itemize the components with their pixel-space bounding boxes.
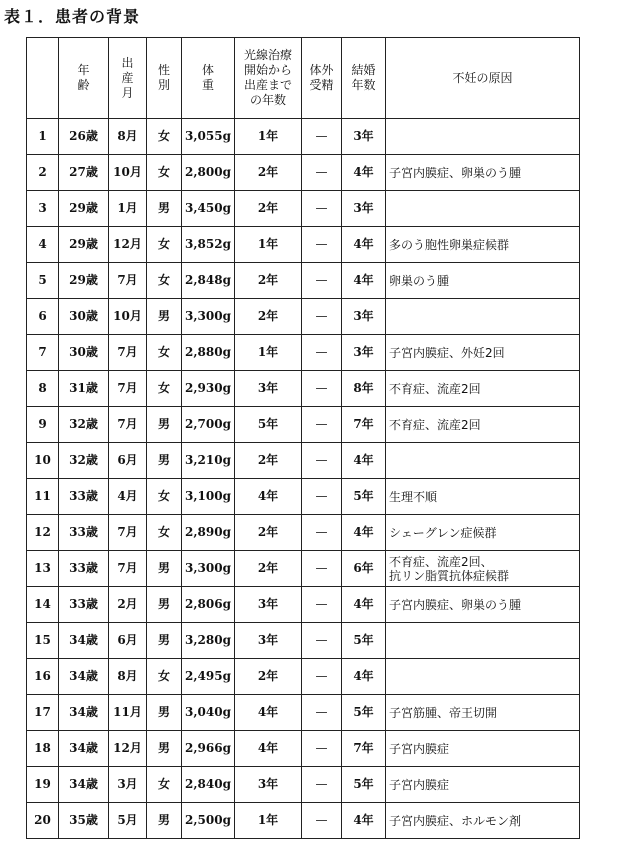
- header-years-to-birth: 光線治療 開始から 出産まで の年数: [235, 38, 302, 119]
- cell-sex: 女: [147, 371, 182, 407]
- cell-birth-month: 8月: [109, 119, 147, 155]
- table-row: [27, 119, 580, 155]
- cell-weight: 2,800g: [182, 155, 235, 191]
- cell-age: 34歳: [59, 731, 109, 767]
- cause-line: 抗リン脂質抗体症候群: [389, 568, 510, 583]
- cell-sex: 男: [147, 587, 182, 623]
- cell-marriage-years: 4年: [342, 227, 386, 263]
- cell-age: 29歳: [59, 227, 109, 263]
- table-row: [27, 731, 580, 767]
- table-row: [27, 515, 580, 551]
- cell-sex: 女: [147, 227, 182, 263]
- cell-cause: [386, 551, 580, 587]
- cell-marriage-years: 4年: [342, 659, 386, 695]
- cell-ivf: —: [302, 443, 342, 479]
- cell-cause: [386, 659, 580, 695]
- header-cause: 不妊の原因: [386, 38, 580, 119]
- cell-cause: [386, 155, 580, 191]
- cell-years-to-birth: 2年: [235, 155, 302, 191]
- cell-no: 17: [27, 695, 59, 731]
- cell-years-to-birth: 2年: [235, 443, 302, 479]
- cause-line: 子宮内膜症: [389, 741, 450, 756]
- cell-years-to-birth: 2年: [235, 659, 302, 695]
- cell-no: 20: [27, 803, 59, 839]
- cell-no: 4: [27, 227, 59, 263]
- cell-years-to-birth: 4年: [235, 695, 302, 731]
- cause-line: 生理不順: [389, 489, 438, 504]
- cell-sex: 女: [147, 335, 182, 371]
- cell-ivf: —: [302, 335, 342, 371]
- header-sex: 性 別: [147, 38, 182, 119]
- cell-years-to-birth: 2年: [235, 299, 302, 335]
- table-row: [27, 155, 580, 191]
- cell-age: 33歳: [59, 587, 109, 623]
- cell-no: 1: [27, 119, 59, 155]
- cause-line: 卵巣のう腫: [389, 273, 450, 288]
- cell-birth-month: 7月: [109, 371, 147, 407]
- cell-no: 8: [27, 371, 59, 407]
- cell-weight: 3,100g: [182, 479, 235, 515]
- cell-ivf: —: [302, 119, 342, 155]
- cell-no: 15: [27, 623, 59, 659]
- cause-line: 子宮内膜症、卵巣のう腫: [389, 165, 522, 180]
- cell-sex: 男: [147, 551, 182, 587]
- cell-sex: 女: [147, 659, 182, 695]
- cell-weight: 2,806g: [182, 587, 235, 623]
- cell-years-to-birth: 3年: [235, 371, 302, 407]
- header-no: [27, 38, 59, 119]
- cell-birth-month: 6月: [109, 443, 147, 479]
- cell-sex: 女: [147, 263, 182, 299]
- cause-line: 不育症、流産2回、: [389, 554, 493, 569]
- cell-cause: [386, 119, 580, 155]
- cell-no: 14: [27, 587, 59, 623]
- cause-line: 不育症、流産2回: [389, 381, 481, 396]
- cell-weight: 2,700g: [182, 407, 235, 443]
- cell-weight: 2,500g: [182, 803, 235, 839]
- cell-weight: 3,055g: [182, 119, 235, 155]
- cell-weight: 3,300g: [182, 551, 235, 587]
- cell-age: 29歳: [59, 263, 109, 299]
- table-row: [27, 299, 580, 335]
- cell-ivf: —: [302, 263, 342, 299]
- cell-ivf: —: [302, 371, 342, 407]
- cell-age: 27歳: [59, 155, 109, 191]
- table-row: [27, 551, 580, 587]
- cell-birth-month: 5月: [109, 803, 147, 839]
- cell-marriage-years: 7年: [342, 731, 386, 767]
- cell-birth-month: 2月: [109, 587, 147, 623]
- cell-weight: 2,966g: [182, 731, 235, 767]
- cell-cause: [386, 515, 580, 551]
- cell-age: 30歳: [59, 299, 109, 335]
- cell-marriage-years: 3年: [342, 299, 386, 335]
- cell-marriage-years: 3年: [342, 335, 386, 371]
- table-row: [27, 623, 580, 659]
- cell-cause: [386, 623, 580, 659]
- cell-ivf: —: [302, 767, 342, 803]
- cause-line: 不育症、流産2回: [389, 417, 481, 432]
- cell-years-to-birth: 2年: [235, 263, 302, 299]
- cell-weight: 3,852g: [182, 227, 235, 263]
- cell-birth-month: 12月: [109, 227, 147, 263]
- cell-years-to-birth: 5年: [235, 407, 302, 443]
- cell-birth-month: 1月: [109, 191, 147, 227]
- cell-age: 34歳: [59, 767, 109, 803]
- table-row: [27, 407, 580, 443]
- header-marriage-years: 結婚 年数: [342, 38, 386, 119]
- cell-birth-month: 12月: [109, 731, 147, 767]
- cell-marriage-years: 3年: [342, 191, 386, 227]
- cell-sex: 男: [147, 443, 182, 479]
- cell-sex: 女: [147, 119, 182, 155]
- cell-age: 32歳: [59, 407, 109, 443]
- table-row: [27, 479, 580, 515]
- cell-years-to-birth: 3年: [235, 587, 302, 623]
- cell-weight: 2,848g: [182, 263, 235, 299]
- patient-background-table: [26, 37, 580, 839]
- cell-marriage-years: 4年: [342, 803, 386, 839]
- cell-years-to-birth: 4年: [235, 731, 302, 767]
- cell-birth-month: 10月: [109, 155, 147, 191]
- cell-birth-month: 7月: [109, 515, 147, 551]
- cause-line: 子宮内膜症、外妊2回: [389, 345, 505, 360]
- cell-age: 34歳: [59, 623, 109, 659]
- cell-cause: [386, 191, 580, 227]
- cause-line: 子宮筋腫、帝王切開: [389, 705, 498, 720]
- cell-sex: 男: [147, 299, 182, 335]
- cell-sex: 女: [147, 155, 182, 191]
- cell-years-to-birth: 3年: [235, 767, 302, 803]
- table-row: [27, 695, 580, 731]
- cell-years-to-birth: 2年: [235, 191, 302, 227]
- cell-no: 18: [27, 731, 59, 767]
- cell-marriage-years: 5年: [342, 479, 386, 515]
- table-row: [27, 227, 580, 263]
- table-row: [27, 587, 580, 623]
- cell-age: 30歳: [59, 335, 109, 371]
- cell-marriage-years: 4年: [342, 587, 386, 623]
- cell-ivf: —: [302, 803, 342, 839]
- cell-ivf: —: [302, 587, 342, 623]
- cell-ivf: —: [302, 299, 342, 335]
- cell-no: 5: [27, 263, 59, 299]
- table-title: 表１．患者の背景: [4, 7, 141, 26]
- cell-age: 34歳: [59, 659, 109, 695]
- cell-ivf: —: [302, 731, 342, 767]
- cell-no: 3: [27, 191, 59, 227]
- cell-birth-month: 7月: [109, 551, 147, 587]
- cell-birth-month: 8月: [109, 659, 147, 695]
- header-weight: 体 重: [182, 38, 235, 119]
- cell-cause: [386, 443, 580, 479]
- table-row: [27, 659, 580, 695]
- cell-no: 12: [27, 515, 59, 551]
- cell-no: 7: [27, 335, 59, 371]
- cell-weight: 2,840g: [182, 767, 235, 803]
- cell-cause: [386, 227, 580, 263]
- cell-years-to-birth: 1年: [235, 803, 302, 839]
- cell-years-to-birth: 1年: [235, 119, 302, 155]
- cell-age: 29歳: [59, 191, 109, 227]
- cell-weight: 2,930g: [182, 371, 235, 407]
- cell-cause: [386, 767, 580, 803]
- table-row: [27, 767, 580, 803]
- cell-weight: 2,890g: [182, 515, 235, 551]
- cell-age: 35歳: [59, 803, 109, 839]
- cell-no: 2: [27, 155, 59, 191]
- cell-no: 13: [27, 551, 59, 587]
- cell-ivf: —: [302, 659, 342, 695]
- cell-sex: 男: [147, 191, 182, 227]
- cell-birth-month: 6月: [109, 623, 147, 659]
- cell-birth-month: 7月: [109, 335, 147, 371]
- cell-no: 19: [27, 767, 59, 803]
- cause-line: シェーグレン症候群: [389, 525, 497, 540]
- cell-no: 11: [27, 479, 59, 515]
- cell-no: 10: [27, 443, 59, 479]
- cell-sex: 男: [147, 695, 182, 731]
- cell-weight: 2,880g: [182, 335, 235, 371]
- cell-sex: 男: [147, 803, 182, 839]
- table-row: [27, 263, 580, 299]
- cell-cause: [386, 731, 580, 767]
- cell-marriage-years: 6年: [342, 551, 386, 587]
- cell-ivf: —: [302, 479, 342, 515]
- cell-years-to-birth: 2年: [235, 515, 302, 551]
- cell-years-to-birth: 1年: [235, 335, 302, 371]
- cell-years-to-birth: 2年: [235, 551, 302, 587]
- cell-marriage-years: 7年: [342, 407, 386, 443]
- cell-weight: 3,040g: [182, 695, 235, 731]
- cause-line: 子宮内膜症、ホルモン剤: [389, 813, 522, 828]
- cell-marriage-years: 8年: [342, 371, 386, 407]
- cell-cause: [386, 479, 580, 515]
- cell-birth-month: 11月: [109, 695, 147, 731]
- cell-cause: [386, 335, 580, 371]
- cell-marriage-years: 5年: [342, 623, 386, 659]
- cell-marriage-years: 4年: [342, 263, 386, 299]
- cell-ivf: —: [302, 623, 342, 659]
- cell-cause: [386, 299, 580, 335]
- cell-birth-month: 7月: [109, 263, 147, 299]
- table-row: [27, 803, 580, 839]
- cell-ivf: —: [302, 515, 342, 551]
- cell-birth-month: 3月: [109, 767, 147, 803]
- header-row: [27, 38, 580, 119]
- cell-sex: 男: [147, 731, 182, 767]
- cell-birth-month: 10月: [109, 299, 147, 335]
- cell-birth-month: 4月: [109, 479, 147, 515]
- cell-ivf: —: [302, 155, 342, 191]
- cell-years-to-birth: 4年: [235, 479, 302, 515]
- cell-ivf: —: [302, 191, 342, 227]
- table-row: [27, 335, 580, 371]
- cell-weight: 3,300g: [182, 299, 235, 335]
- cell-ivf: —: [302, 227, 342, 263]
- cell-sex: 女: [147, 767, 182, 803]
- cell-sex: 女: [147, 515, 182, 551]
- cell-cause: [386, 695, 580, 731]
- cell-years-to-birth: 1年: [235, 227, 302, 263]
- cell-marriage-years: 5年: [342, 767, 386, 803]
- cell-age: 33歳: [59, 551, 109, 587]
- cell-sex: 男: [147, 623, 182, 659]
- cause-line: 子宮内膜症、卵巣のう腫: [389, 597, 522, 612]
- cell-age: 33歳: [59, 515, 109, 551]
- cell-ivf: —: [302, 407, 342, 443]
- cell-age: 26歳: [59, 119, 109, 155]
- cell-weight: 2,495g: [182, 659, 235, 695]
- cell-weight: 3,280g: [182, 623, 235, 659]
- cell-age: 31歳: [59, 371, 109, 407]
- cell-birth-month: 7月: [109, 407, 147, 443]
- cell-no: 16: [27, 659, 59, 695]
- header-age: 年 齢: [59, 38, 109, 119]
- cell-cause: [386, 803, 580, 839]
- cell-no: 9: [27, 407, 59, 443]
- cell-no: 6: [27, 299, 59, 335]
- cause-line: 子宮内膜症: [389, 777, 450, 792]
- cell-cause: [386, 371, 580, 407]
- cell-marriage-years: 4年: [342, 515, 386, 551]
- cell-cause: [386, 263, 580, 299]
- table-row: [27, 443, 580, 479]
- cell-years-to-birth: 3年: [235, 623, 302, 659]
- cell-weight: 3,210g: [182, 443, 235, 479]
- table-row: [27, 371, 580, 407]
- cell-marriage-years: 4年: [342, 155, 386, 191]
- table-row: [27, 191, 580, 227]
- cell-age: 34歳: [59, 695, 109, 731]
- cell-age: 32歳: [59, 443, 109, 479]
- cell-cause: [386, 407, 580, 443]
- cell-sex: 女: [147, 479, 182, 515]
- cell-marriage-years: 4年: [342, 443, 386, 479]
- cell-ivf: —: [302, 551, 342, 587]
- header-birth-month: 出 産 月: [109, 38, 147, 119]
- cell-age: 33歳: [59, 479, 109, 515]
- cell-marriage-years: 3年: [342, 119, 386, 155]
- header-ivf: 体外 受精: [302, 38, 342, 119]
- cell-cause: [386, 587, 580, 623]
- cell-ivf: —: [302, 695, 342, 731]
- cell-sex: 男: [147, 407, 182, 443]
- cell-weight: 3,450g: [182, 191, 235, 227]
- cause-line: 多のう胞性卵巣症候群: [389, 237, 510, 252]
- cell-marriage-years: 5年: [342, 695, 386, 731]
